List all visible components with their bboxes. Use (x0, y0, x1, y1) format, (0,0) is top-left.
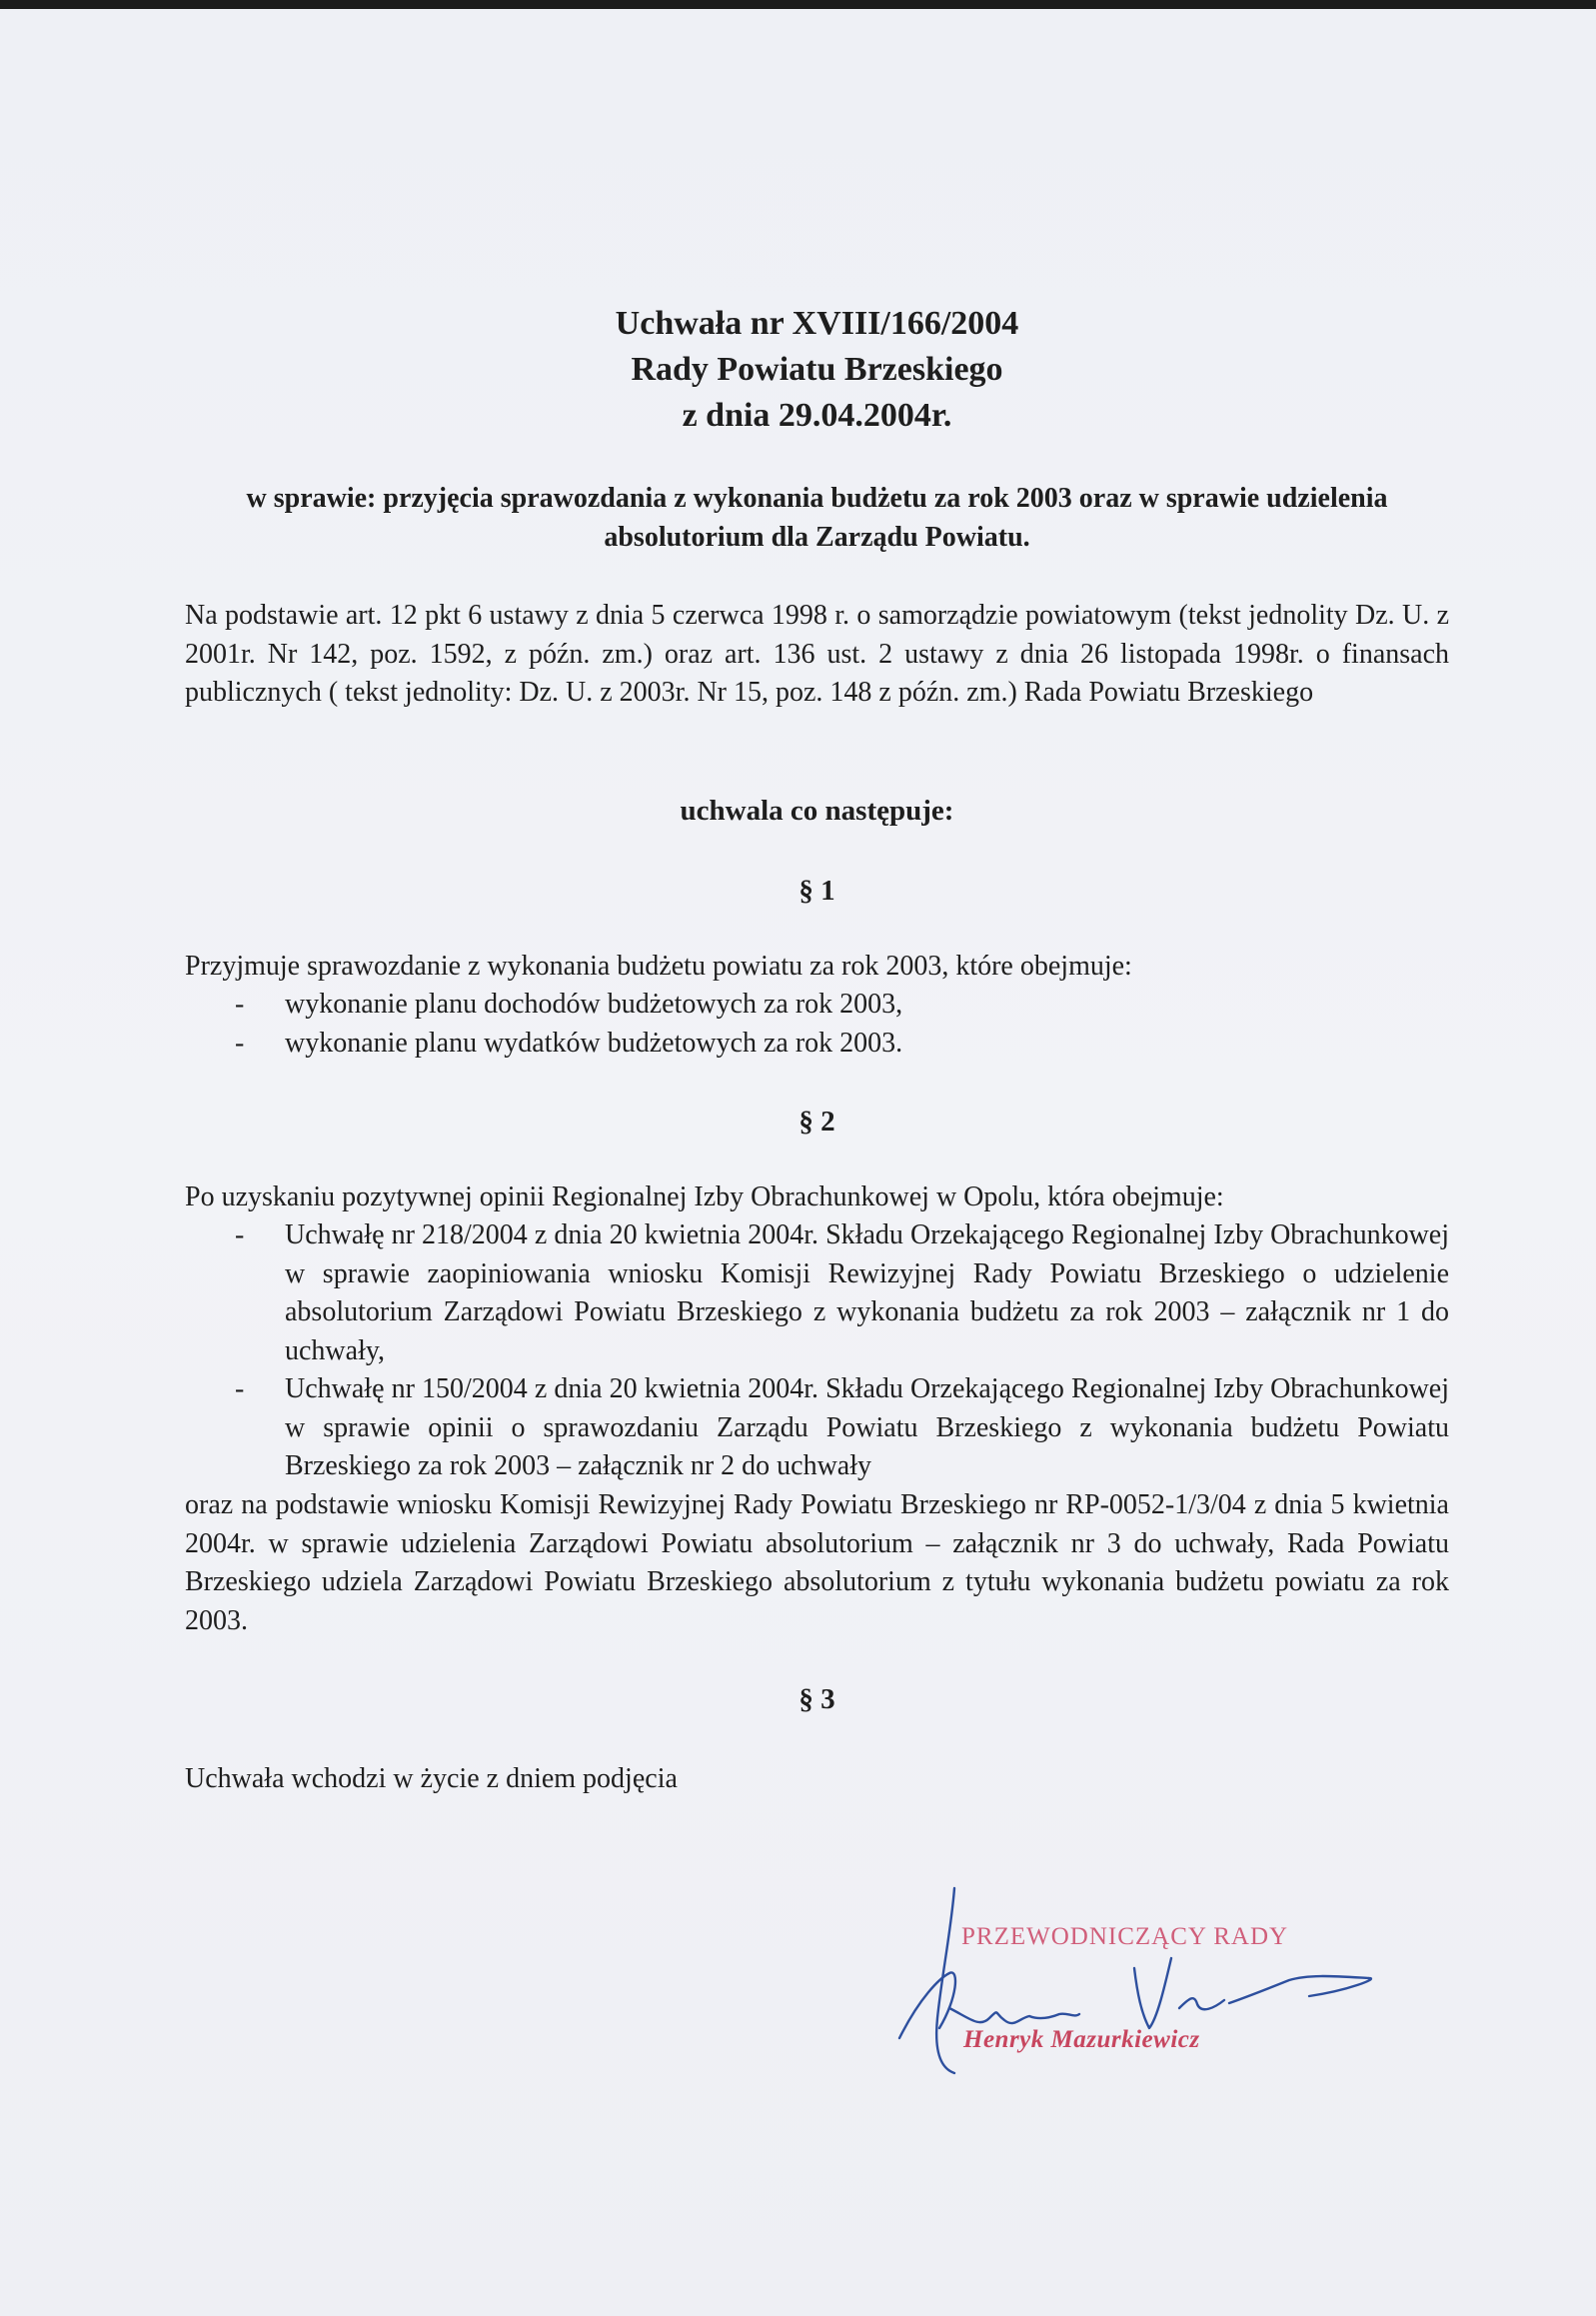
resolution-title (185, 301, 1449, 439)
resolves-heading: uchwala co następuje: (680, 795, 954, 827)
list-item: - wykonanie planu wydatków budżetowych za rok 2003. (185, 1025, 1449, 1064)
stamp-title: PRZEWODNICZĄCY RADY (961, 1923, 1289, 1950)
section-2-heading: § 2 (798, 1106, 835, 1138)
section-2-intro: Po uzyskaniu pozytywnej opinii Regionalnej Izby Obrachunkowej w Opolu, która obejmuje: (185, 1181, 1224, 1212)
list-dash: - (235, 1373, 245, 1404)
legal-basis-paragraph: Na podstawie art. 12 pkt 6 ustawy z dnia 5 czerwca 1998 r. o samorządzie powiatowym (tekst jednolity Dz. U. z 2001r. Nr 142, poz. 1592, z późn. zm.) oraz art. 136 ust. 2 ustawy z dnia 26 listopada 1998r. o finansach publicznych ( tekst jednolity: Dz. U. z 2003r. Nr 15, poz. 148 z późn. zm.) Rada Powiatu Brzeskiego (185, 600, 1449, 708)
list-item: - Uchwałę nr 218/2004 z dnia 20 kwietnia 2004r. Składu Orzekającego Regionalnej Izby Obrachunkowej w sprawie zaopiniowania wniosku Komisji Rewizyjnej Rady Powiatu Brzeskiego o udzielenie absolutorium Zarządowi Powiatu Brzeskiego z wykonania budżetu za rok 2003 – załącznik nr 1 do uchwały, (185, 1216, 1449, 1370)
section-2-list (185, 1216, 1449, 1486)
title-date: z dnia 29.04.2004r. (682, 397, 952, 434)
title-council: Rady Powiatu Brzeskiego (631, 351, 1003, 388)
scan-top-edge (0, 0, 1596, 9)
title-number: Uchwała nr XVIII/166/2004 (615, 305, 1019, 342)
handwritten-signature (879, 1868, 1439, 2108)
list-item: - Uchwałę nr 150/2004 z dnia 20 kwietnia 2004r. Składu Orzekającego Regionalnej Izby Obrachunkowej w sprawie opinii o sprawozdaniu Zarządu Powiatu Brzeskiego z wykonania budżetu Powiatu Brzeskiego za rok 2003 – załącznik nr 2 do uchwały (185, 1370, 1449, 1486)
resolution-subject: w sprawie: przyjęcia sprawozdania z wykonania budżetu za rok 2003 oraz w sprawie udzielenia absolutorium dla Zarządu Powiatu. (246, 483, 1388, 553)
document-page (0, 9, 1596, 2316)
stamp-name: Henryk Mazurkiewicz (963, 2026, 1200, 2053)
section-1-intro: Przyjmuje sprawozdanie z wykonania budżetu powiatu za rok 2003, które obejmuje: (185, 951, 1132, 982)
section-3-text: Uchwała wchodzi w życie z dniem podjęcia (185, 1763, 678, 1794)
list-item: - wykonanie planu dochodów budżetowych za rok 2003, (185, 986, 1449, 1025)
list-dash: - (235, 989, 245, 1020)
list-dash: - (235, 1219, 245, 1250)
list-dash: - (235, 1027, 245, 1059)
section-1-list (185, 986, 1449, 1063)
section-1-heading: § 1 (798, 875, 835, 907)
section-3-heading: § 3 (798, 1683, 835, 1715)
section-2-conclusion: oraz na podstawie wniosku Komisji Rewizyjnej Rady Powiatu Brzeskiego nr RP-0052-1/3/04 z dnia 5 kwietnia 2004r. w sprawie udzielenia Zarządowi Powiatu absolutorium – załącznik nr 3 do uchwały, Rada Powiatu Brzeskiego udziela Zarządowi Powiatu Brzeskiego absolutorium z tytułu wykonania budżetu powiatu za rok 2003. (185, 1489, 1449, 1636)
